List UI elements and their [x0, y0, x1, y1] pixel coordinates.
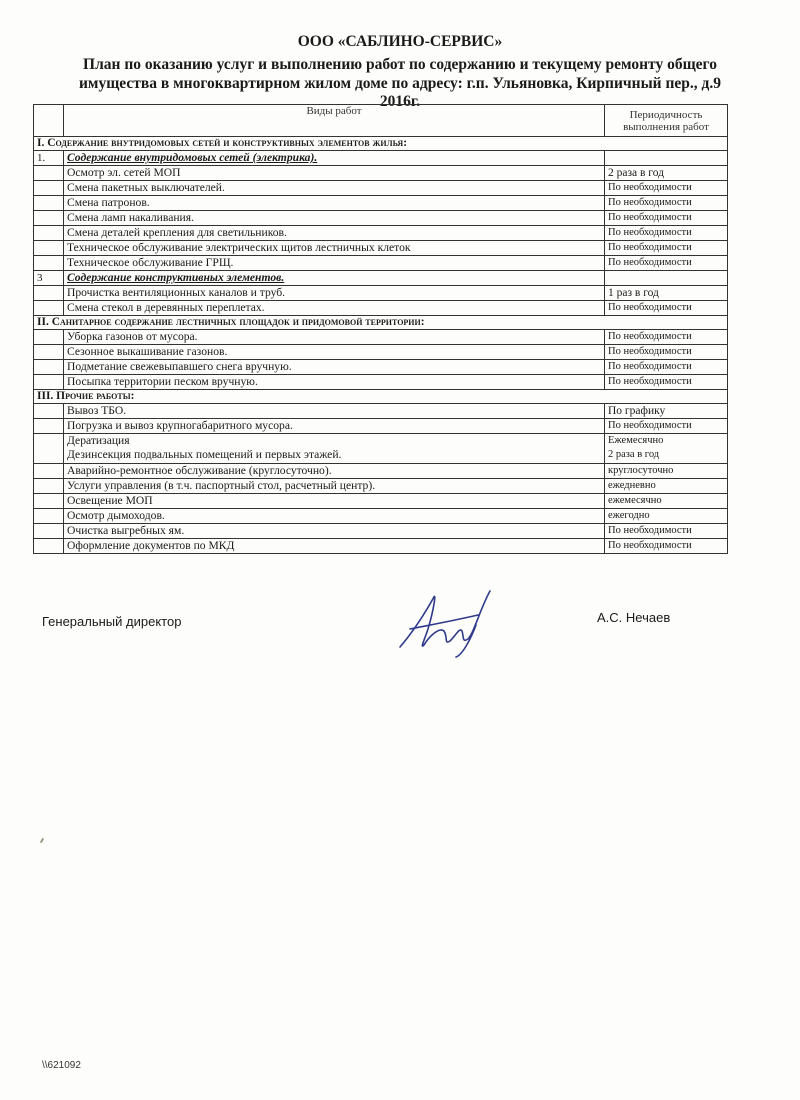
work-period: ежегодно: [605, 509, 728, 524]
work-period: По необходимости: [605, 241, 728, 256]
work-name: Смена стекол в деревянных переплетах.: [64, 301, 605, 316]
work-name: Осмотр дымоходов.: [64, 509, 605, 524]
subsection-row: [34, 271, 728, 286]
column-header-period: [605, 105, 728, 137]
company-name: ООО «САБЛИНО-СЕРВИС»: [297, 33, 503, 50]
subsection-title: Содержание внутридомовых сетей (электрика).: [64, 151, 605, 166]
subsection-title: Содержание конструктивных элементов.: [64, 271, 605, 286]
column-header-period-line-1: Периодичность: [629, 108, 703, 121]
table-row: [34, 494, 728, 509]
work-period: По необходимости: [605, 226, 728, 241]
work-period: По необходимости: [605, 330, 728, 345]
works-table: [33, 104, 728, 554]
work-period: [605, 434, 728, 464]
table-row: [34, 479, 728, 494]
section-title: II. Санитарное содержание лестничных площадок и придомовой территории:: [34, 316, 728, 330]
work-name: Посыпка территории песком вручную.: [64, 375, 605, 390]
work-name: Уборка газонов от мусора.: [64, 330, 605, 345]
subsection-period: [605, 151, 728, 166]
signatory-title: Генеральный директор: [42, 614, 182, 629]
work-name: Смена деталей крепления для светильников.: [64, 226, 605, 241]
work-name: Услуги управления (в т.ч. паспортный стол, расчетный центр).: [64, 479, 605, 494]
table-row: [34, 434, 728, 464]
work-period: По необходимости: [605, 345, 728, 360]
work-name: Погрузка и вывоз крупногабаритного мусора.: [64, 419, 605, 434]
work-name: Смена патронов.: [64, 196, 605, 211]
table-row: [34, 286, 728, 301]
section-title: III. Прочие работы:: [34, 390, 728, 404]
table-row: [34, 375, 728, 390]
table-row: [34, 181, 728, 196]
work-period: По графику: [605, 404, 728, 419]
signatory-name: А.С. Нечаев: [597, 610, 671, 625]
table-row: [34, 226, 728, 241]
work-period: ежемесячно: [605, 494, 728, 509]
work-period: По необходимости: [605, 181, 728, 196]
table-row: [34, 196, 728, 211]
work-name-line-1: Дератизация: [67, 434, 130, 447]
work-name: Очистка выгребных ям.: [64, 524, 605, 539]
work-name: Техническое обслуживание электрических щитов лестничных клеток: [64, 241, 605, 256]
work-period: 2 раза в год: [605, 166, 728, 181]
work-period: По необходимости: [605, 539, 728, 554]
plan-title-line-1: План по оказанию услуг и выполнению работ по содержанию и текущему ремонту общего: [83, 56, 717, 73]
handwritten-signature: [390, 585, 515, 660]
section-row: [34, 137, 728, 151]
section-row: [34, 316, 728, 330]
work-period: ежедневно: [605, 479, 728, 494]
work-period: 1 раз в год: [605, 286, 728, 301]
work-period: По необходимости: [605, 196, 728, 211]
work-period: По необходимости: [605, 524, 728, 539]
table-row: [34, 509, 728, 524]
section-row: [34, 390, 728, 404]
plan-title-year: 2016г.: [379, 93, 421, 110]
work-period: По необходимости: [605, 301, 728, 316]
table-row: [34, 241, 728, 256]
work-period: круглосуточно: [605, 464, 728, 479]
header-num-cell: [34, 105, 64, 137]
work-name: Смена ламп накаливания.: [64, 211, 605, 226]
table-row: [34, 404, 728, 419]
work-name: Прочистка вентиляционных каналов и труб.: [64, 286, 605, 301]
work-name: [64, 434, 605, 464]
work-name-line-2: Дезинсекция подвальных помещений и первых этажей.: [67, 448, 342, 461]
table-row: [34, 211, 728, 226]
work-name: Освещение МОП: [64, 494, 605, 509]
work-name: Смена пакетных выключателей.: [64, 181, 605, 196]
table-row: [34, 464, 728, 479]
table-row: [34, 166, 728, 181]
work-period: По необходимости: [605, 419, 728, 434]
scan-speck: [40, 838, 44, 843]
work-period: По необходимости: [605, 360, 728, 375]
table-row: [34, 330, 728, 345]
subsection-period: [605, 271, 728, 286]
document-code: \\621092: [42, 1060, 81, 1071]
plan-title-line-2: имущества в многоквартирном жилом доме по адресу: г.п. Ульяновка, Кирпичный пер., д.9: [78, 75, 722, 92]
section-title: I. Содержание внутридомовых сетей и конструктивных элементов жилья:: [34, 137, 728, 151]
work-name: Техническое обслуживание ГРЩ.: [64, 256, 605, 271]
table-row: [34, 419, 728, 434]
table-row: [34, 256, 728, 271]
table-row: [34, 345, 728, 360]
work-period: По необходимости: [605, 375, 728, 390]
work-period: По необходимости: [605, 256, 728, 271]
work-name: Оформление документов по МКД: [64, 539, 605, 554]
table-row: [34, 360, 728, 375]
table-row: [34, 301, 728, 316]
work-period: По необходимости: [605, 211, 728, 226]
work-period-line-1: Ежемесячно: [608, 435, 664, 446]
table-header-row: [34, 105, 728, 137]
subsection-row: [34, 151, 728, 166]
work-name: Сезонное выкашивание газонов.: [64, 345, 605, 360]
table-row: [34, 524, 728, 539]
work-period-line-2: 2 раза в год: [608, 449, 660, 460]
column-header-works: Виды работ: [64, 105, 605, 137]
table-row: [34, 539, 728, 554]
column-header-period-line-2: выполнения работ: [623, 120, 709, 133]
subsection-number: 1.: [34, 151, 64, 166]
work-name: Аварийно-ремонтное обслуживание (круглосуточно).: [64, 464, 605, 479]
work-name: Подметание свежевыпавшего снега вручную.: [64, 360, 605, 375]
work-name: Осмотр эл. сетей МОП: [64, 166, 605, 181]
subsection-number: 3: [34, 271, 64, 286]
work-name: Вывоз ТБО.: [64, 404, 605, 419]
